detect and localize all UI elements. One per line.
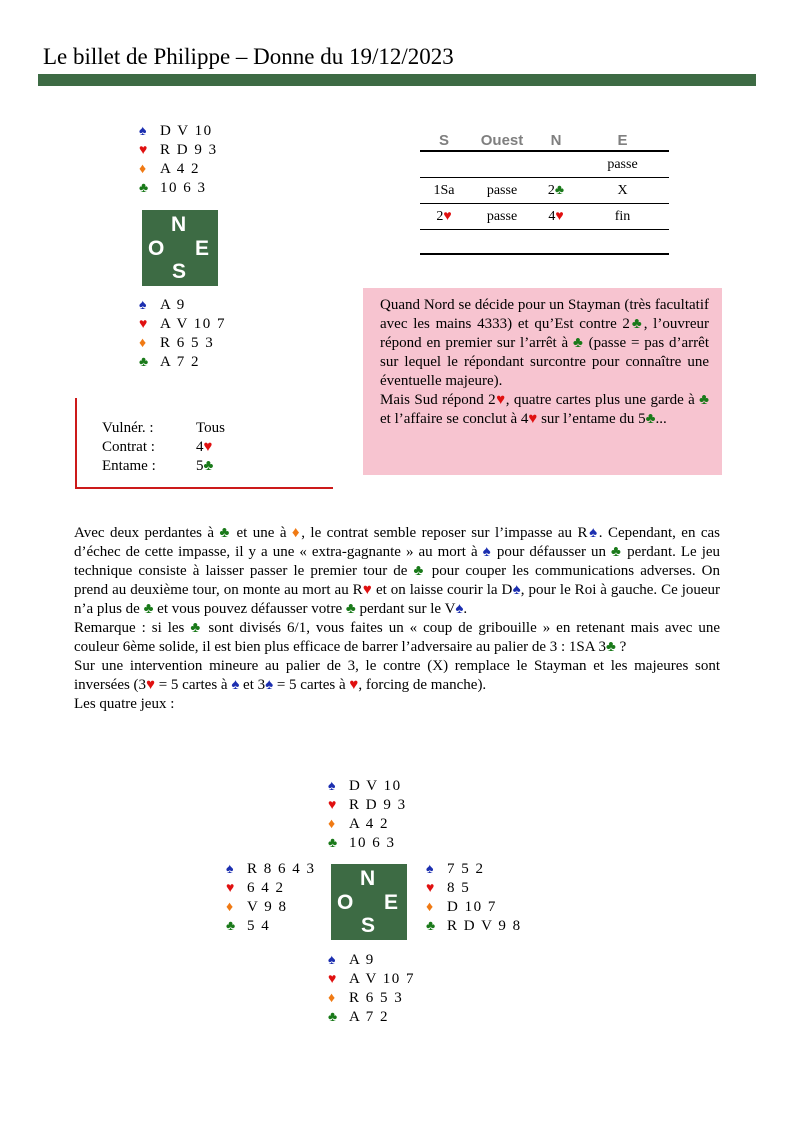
- bid-cell: 1Sa: [433, 182, 455, 198]
- bid-cell: passe: [486, 208, 518, 224]
- bid-cell: [536, 209, 576, 225]
- text-run: Mais Sud répond 2: [380, 392, 496, 408]
- text-run: = 5 cartes à: [154, 677, 232, 693]
- north-hearts: R D 9 3: [349, 797, 407, 813]
- bid-cell: passe: [607, 156, 638, 172]
- text-run: sont divisés 6/1, vous faites un « coup de gribouille » en retenant mais avec une couleur 6ème solide, il est bien plus efficace de barrer l’adversaire au palier de 3 : 1SA 3: [74, 620, 720, 655]
- analysis-paragraph: [74, 524, 720, 619]
- heart-icon: ♥: [495, 392, 506, 408]
- heart-icon: ♥: [328, 798, 337, 813]
- compass-rose: [331, 864, 407, 940]
- compass-south: S: [172, 260, 187, 283]
- west-spades: R 8 6 4 3: [247, 861, 316, 877]
- lead-value: 5: [196, 458, 204, 474]
- deal-info-box: [75, 398, 333, 489]
- club-icon: ♣: [328, 836, 338, 851]
- club-icon: ♣: [413, 563, 426, 579]
- club-icon: ♣: [226, 919, 236, 934]
- club-icon: ♣: [139, 355, 149, 370]
- south-hearts: A V 10 7: [349, 971, 416, 987]
- club-icon: ♣: [328, 1010, 338, 1025]
- west-hearts: 6 4 2: [247, 880, 285, 896]
- south-clubs: A 7 2: [160, 354, 201, 370]
- text-run: (passe = pas d’arrêt sur lequel le répondant surcontre pour connaître une éventuelle majeure).: [380, 335, 709, 389]
- club-icon: ♣: [554, 182, 565, 198]
- compass-west: O: [337, 891, 354, 914]
- text-run: ?: [615, 639, 627, 655]
- analysis-paragraph: [74, 619, 720, 657]
- text-run: sur l’entame du 5: [537, 411, 646, 427]
- analysis-paragraph: Les quatre jeux :: [74, 696, 175, 712]
- spade-icon: ♠: [265, 677, 274, 693]
- east-clubs: R D V 9 8: [447, 918, 522, 934]
- north-clubs: 10 6 3: [160, 180, 207, 196]
- text-run: Sur une intervention mineure au palier de 3, le contre (X) remplace le Stayman et les majeures sont inversées (3: [74, 658, 720, 693]
- bidding-row: [420, 152, 669, 178]
- club-icon: ♣: [645, 411, 656, 427]
- header-west: Ouest: [480, 131, 524, 149]
- contract-value: 4: [196, 439, 204, 455]
- club-icon: ♣: [219, 525, 232, 541]
- commentary-box: [363, 288, 722, 475]
- spade-icon: ♠: [426, 862, 434, 877]
- compass-rose: [142, 210, 218, 286]
- heart-icon: ♥: [362, 582, 372, 598]
- heart-icon: ♥: [349, 677, 359, 693]
- compass-east: E: [384, 891, 399, 914]
- heart-icon: ♥: [203, 439, 213, 455]
- page-title: Le billet de Philippe – Donne du 19/12/2023: [43, 44, 454, 69]
- compass-north: N: [360, 867, 376, 890]
- diamond-icon: ♦: [226, 900, 234, 915]
- north-spades: D V 10: [349, 778, 402, 794]
- spade-icon: ♠: [139, 298, 147, 313]
- vulnerability-line: [102, 419, 225, 438]
- bid-level: 2: [436, 208, 444, 224]
- text-run: et on laisse courir la D: [372, 582, 513, 598]
- text-run: , forcing de manche).: [358, 677, 487, 693]
- heart-icon: ♥: [443, 208, 452, 224]
- heart-icon: ♥: [139, 143, 148, 158]
- south-diamonds: R 6 5 3: [160, 335, 215, 351]
- text-run: Avec deux perdantes à: [74, 525, 220, 541]
- club-icon: ♣: [143, 601, 154, 617]
- text-run: , quatre cartes plus une garde à: [505, 392, 700, 408]
- spade-icon: ♠: [139, 124, 147, 139]
- spade-icon: ♠: [482, 544, 492, 560]
- club-icon: ♣: [190, 620, 203, 636]
- text-run: , l’ouvreur répond en premier sur l’arrêt à: [380, 316, 709, 351]
- club-icon: ♣: [203, 458, 214, 474]
- title-divider: [38, 74, 756, 86]
- bid-level: 4: [548, 208, 556, 224]
- compass-east: E: [195, 237, 210, 260]
- spade-icon: ♠: [328, 953, 336, 968]
- vulnerability-value: Tous: [196, 420, 225, 436]
- diamond-icon: ♦: [139, 162, 147, 177]
- bid-cell: X: [617, 182, 628, 198]
- spade-icon: ♠: [328, 779, 336, 794]
- east-spades: 7 5 2: [447, 861, 485, 877]
- west-diamonds: V 9 8: [247, 899, 288, 915]
- south-clubs: A 7 2: [349, 1009, 390, 1025]
- bid-cell: [420, 209, 468, 225]
- north-hand: [139, 122, 218, 198]
- compass-north: N: [171, 213, 187, 236]
- full-north-hand: [328, 777, 407, 853]
- full-west-hand: [226, 860, 316, 936]
- club-icon: ♣: [606, 639, 616, 655]
- spade-icon: ♠: [231, 677, 240, 693]
- south-diamonds: R 6 5 3: [349, 990, 404, 1006]
- spade-icon: ♠: [587, 525, 599, 541]
- north-clubs: 10 6 3: [349, 835, 396, 851]
- full-south-hand: [328, 951, 415, 1027]
- contract-label: Contrat :: [102, 439, 155, 455]
- text-run: = 5 cartes à: [273, 677, 350, 693]
- bidding-row: [420, 204, 669, 230]
- text-run: perdant. Le jeu technique consiste à laisser passer le premier tour de: [74, 544, 721, 579]
- heart-icon: ♥: [226, 881, 235, 896]
- analysis-text: [74, 524, 720, 714]
- bidding-end-rule: [420, 230, 669, 255]
- text-run: et vous pouvez défausser votre: [153, 601, 346, 617]
- bid-cell: [536, 183, 576, 199]
- north-hearts: R D 9 3: [160, 142, 218, 158]
- diamond-icon: ♦: [328, 991, 336, 1006]
- bidding-header: [420, 130, 669, 152]
- commentary-paragraph: [380, 391, 709, 429]
- south-spades: A 9: [349, 952, 375, 968]
- diamond-icon: ♦: [139, 336, 147, 351]
- analysis-paragraph: [74, 657, 720, 695]
- spade-icon: ♠: [226, 862, 234, 877]
- club-icon: ♣: [629, 316, 644, 332]
- heart-icon: ♥: [328, 972, 337, 987]
- header-east: E: [617, 131, 628, 149]
- header-south: S: [438, 131, 449, 149]
- text-run: . Cependant, en cas d’échec de cette impasse, il y a une « extra-gagnante » au mort à: [74, 525, 721, 560]
- text-run: ...: [655, 411, 667, 427]
- club-icon: ♣: [699, 392, 709, 408]
- bid-level: 2: [547, 182, 555, 198]
- compass-west: O: [148, 237, 165, 260]
- heart-icon: ♥: [426, 881, 435, 896]
- vulnerability-label: Vulnér. :: [102, 420, 154, 436]
- text-run: Quand Nord se décide pour un Stayman (très facultatif avec les mains 4333) et qu’Est contre 2: [380, 297, 709, 332]
- spade-icon: ♠: [455, 601, 464, 617]
- spade-icon: ♠: [512, 582, 521, 598]
- club-icon: ♣: [139, 181, 149, 196]
- heart-icon: ♥: [555, 208, 564, 224]
- bidding-row: [420, 178, 669, 204]
- east-diamonds: D 10 7: [447, 899, 497, 915]
- lead-label: Entame :: [102, 458, 156, 474]
- text-run: Remarque : si les: [74, 620, 191, 636]
- lead-line: [102, 457, 213, 476]
- diamond-icon: ♦: [291, 525, 302, 541]
- club-icon: ♣: [345, 601, 356, 617]
- text-run: et l’affaire se conclut à 4: [380, 411, 529, 427]
- diamond-icon: ♦: [328, 817, 336, 832]
- club-icon: ♣: [611, 544, 623, 560]
- compass-south: S: [361, 914, 376, 937]
- contract-line: [102, 438, 212, 457]
- text-run: perdant sur le V: [355, 601, 456, 617]
- north-spades: D V 10: [160, 123, 213, 139]
- text-run: pour défausser un: [491, 544, 612, 560]
- full-east-hand: [426, 860, 522, 936]
- text-run: , le contrat semble reposer sur l’impasse au R: [301, 525, 588, 541]
- commentary-paragraph: [380, 296, 709, 391]
- header-north: N: [550, 131, 562, 149]
- text-run: pour couper les communications adverses. On prend au deuxième tour, on monte au mort au R: [74, 563, 720, 598]
- south-hearts: A V 10 7: [160, 316, 227, 332]
- heart-icon: ♥: [146, 677, 155, 693]
- west-clubs: 5 4: [247, 918, 271, 934]
- bid-cell: fin: [614, 208, 631, 224]
- heart-icon: ♥: [528, 411, 538, 427]
- club-icon: ♣: [572, 335, 584, 351]
- south-hand: [139, 296, 226, 372]
- diamond-icon: ♦: [426, 900, 434, 915]
- heart-icon: ♥: [139, 317, 148, 332]
- south-spades: A 9: [160, 297, 186, 313]
- text-run: et 3: [239, 677, 266, 693]
- north-diamonds: A 4 2: [349, 816, 390, 832]
- bid-cell: passe: [486, 182, 518, 198]
- north-diamonds: A 4 2: [160, 161, 201, 177]
- bidding-table: [420, 130, 669, 255]
- text-run: .: [463, 601, 468, 617]
- text-run: et une à: [231, 525, 292, 541]
- club-icon: ♣: [426, 919, 436, 934]
- east-hearts: 8 5: [447, 880, 471, 896]
- text-run: , pour le Roi à gauche. Ce joueur n’a plus de: [74, 582, 721, 617]
